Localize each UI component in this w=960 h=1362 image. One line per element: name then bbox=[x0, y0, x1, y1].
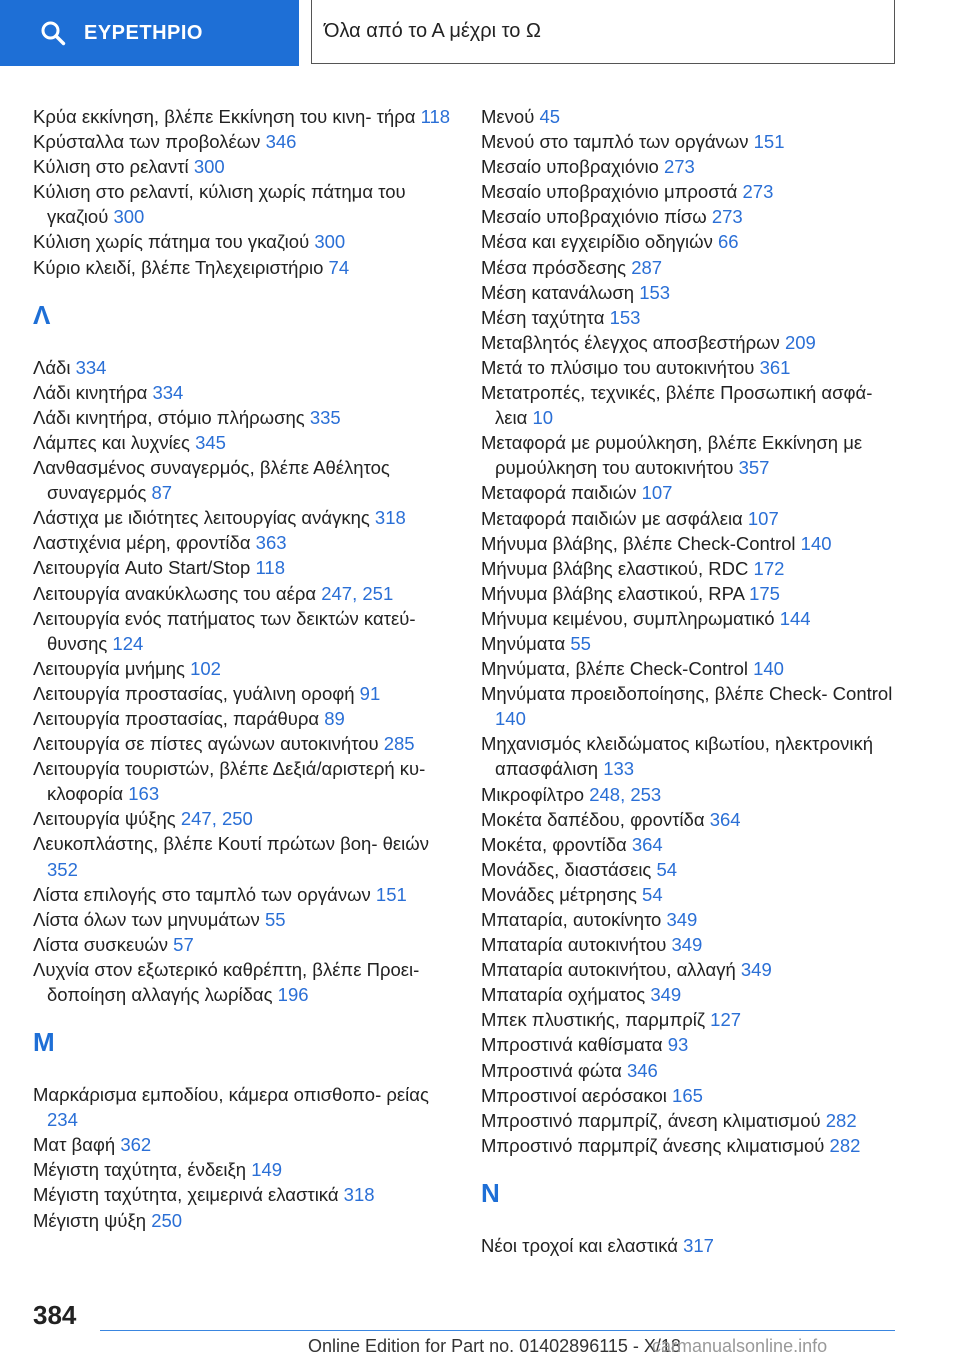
index-tab[interactable] bbox=[0, 0, 299, 66]
index-entry bbox=[481, 1058, 901, 1083]
index-entry-term: Μέσα και εγχειρίδιο οδηγιών bbox=[481, 231, 713, 253]
page-reference-link[interactable]: 300 bbox=[193, 156, 225, 178]
index-entry-term: Μέγιστη ψύξη bbox=[33, 1209, 147, 1231]
index-entry-term: Μπαταρία αυτοκινήτου bbox=[481, 934, 667, 956]
page-reference-link[interactable]: 318 bbox=[374, 507, 406, 529]
index-entry-term: Μέση κατανάλωση bbox=[481, 281, 635, 303]
index-entry-term: Κρύα εκκίνηση, βλέπε Εκκίνηση του κινη- τήρα bbox=[33, 106, 416, 127]
index-entry-term: Μεταφορά παιδιών με ασφάλεια bbox=[481, 507, 743, 529]
page-reference-link[interactable]: 133 bbox=[603, 758, 635, 780]
index-entry bbox=[481, 1032, 901, 1057]
index-entry-term: Ματ βαφή bbox=[33, 1134, 116, 1156]
index-entry-term: Λειτουργία Auto Start/Stop bbox=[33, 557, 251, 579]
index-entry-term: Μεσαίο υποβραχιόνιο μπροστά bbox=[481, 181, 738, 203]
index-entry-term: Λάμπες και λυχνίες bbox=[33, 431, 190, 453]
index-entry-term: Μεσαίο υποβραχιόνιο bbox=[481, 156, 659, 178]
page-reference-link[interactable]: 357 bbox=[738, 457, 770, 479]
index-entry-term: Κύλιση στο ρελαντί, κύλιση χωρίς πάτημα του γκαζιού bbox=[33, 181, 406, 228]
page-reference-link[interactable]: 153 bbox=[609, 306, 641, 328]
page-reference-link[interactable]: 346 bbox=[626, 1059, 658, 1081]
index-entry-term: Μηχανισμός κλειδώματος κιβωτίου, ηλεκτρονική απασφάλιση bbox=[481, 733, 874, 780]
page-reference-link[interactable]: 349 bbox=[666, 909, 698, 930]
index-entry bbox=[481, 179, 901, 204]
index-entry bbox=[33, 957, 453, 1007]
index-entry bbox=[481, 907, 901, 932]
page-reference-link[interactable]: 273 bbox=[711, 206, 743, 228]
page-reference-link[interactable]: 362 bbox=[120, 1134, 152, 1156]
page-reference-link[interactable]: 55 bbox=[264, 908, 286, 930]
index-entry-term: Μηνύματα, βλέπε Check-Control bbox=[481, 658, 748, 680]
page-reference-link[interactable]: 346 bbox=[265, 131, 297, 153]
page-reference-link[interactable]: 282 bbox=[829, 1134, 861, 1156]
index-entry-term: Λάδι κινητήρα, στόμιο πλήρωσης bbox=[33, 406, 305, 428]
page-reference-link[interactable]: 140 bbox=[753, 658, 784, 680]
index-entry bbox=[33, 1208, 453, 1233]
index-entry bbox=[33, 380, 453, 405]
index-entry bbox=[481, 531, 901, 556]
index-entry-term: Νέοι τροχοί και ελαστικά bbox=[481, 1234, 678, 1256]
page-reference-link[interactable]: 361 bbox=[759, 356, 791, 378]
index-entry-term: Μέγιστη ταχύτητα, ένδειξη bbox=[33, 1159, 247, 1181]
index-entry-term: Μπροστινοί αερόσακοι bbox=[481, 1084, 667, 1106]
index-entry bbox=[481, 1083, 901, 1108]
page-reference-link[interactable]: 127 bbox=[710, 1009, 742, 1031]
index-entry bbox=[481, 932, 901, 957]
index-entry-term: Μονάδες, διαστάσεις bbox=[481, 858, 652, 880]
page-reference-link[interactable]: 172 bbox=[753, 557, 785, 579]
index-entry bbox=[33, 229, 453, 254]
index-entry bbox=[33, 706, 453, 731]
index-entry-term: Μεταφορά παιδιών bbox=[481, 482, 637, 504]
index-entry-term: Λάδι bbox=[33, 356, 71, 378]
index-entry bbox=[33, 1157, 453, 1182]
page-reference-link[interactable]: 175 bbox=[749, 582, 780, 604]
index-entry bbox=[481, 857, 901, 882]
page-reference-link[interactable]: 209 bbox=[784, 331, 816, 353]
index-entry bbox=[33, 430, 453, 455]
page-reference-link[interactable]: 140 bbox=[495, 708, 526, 730]
index-entry bbox=[481, 1133, 901, 1158]
index-entry bbox=[33, 1132, 453, 1157]
page-number: 384 bbox=[33, 1300, 77, 1330]
index-entry-term: Μεταφορά με ρυμούλκηση, βλέπε Εκκίνηση με ρυμούλκηση του αυτοκινήτου bbox=[481, 432, 863, 479]
index-entry bbox=[481, 330, 901, 355]
index-entry bbox=[481, 129, 901, 154]
index-entry-term: Λειτουργία ψύξης bbox=[33, 808, 176, 830]
index-entry bbox=[481, 255, 901, 280]
page-reference-link[interactable]: 300 bbox=[314, 231, 346, 253]
index-entry-term: Μηνύματα bbox=[481, 632, 566, 654]
page-reference-link[interactable]: 10 bbox=[532, 407, 554, 429]
page-reference-link[interactable]: 163 bbox=[128, 783, 160, 805]
index-entry-term: Λυχνία στον εξωτερικό καθρέπτη, βλέπε Προει- δοποίηση αλλαγής λωρίδας bbox=[33, 958, 420, 1005]
index-entry bbox=[481, 430, 901, 480]
index-entry-term: Μαρκάρισμα εμποδίου, κάμερα οπισθοπο- ρείας bbox=[33, 1084, 429, 1106]
index-entry-term: Λίστα επιλογής στο ταμπλό των οργάνων bbox=[33, 883, 371, 905]
page-reference-link[interactable]: 91 bbox=[359, 682, 381, 704]
index-entry-term: Μοκέτα δαπέδου, φροντίδα bbox=[481, 808, 705, 830]
page-reference-link[interactable]: 118 bbox=[255, 557, 285, 579]
index-entry-term: Μοκέτα, φροντίδα bbox=[481, 833, 627, 855]
index-entry-term: Κύλιση στο ρελαντί bbox=[33, 156, 189, 178]
section-letter: Μ bbox=[33, 1027, 55, 1058]
index-entry bbox=[481, 832, 901, 857]
page-reference-link[interactable]: 352 bbox=[47, 858, 78, 880]
index-entry bbox=[481, 280, 901, 305]
index-entry-term: Μονάδες μέτρησης bbox=[481, 883, 637, 905]
index-entry bbox=[481, 782, 901, 807]
footer-divider bbox=[100, 1330, 895, 1331]
index-entry bbox=[33, 656, 453, 681]
index-entry-term: Λειτουργία τουριστών, βλέπε Δεξιά/αριστερή κυ- κλοφορία bbox=[33, 758, 426, 805]
page-reference-link[interactable]: 363 bbox=[255, 532, 287, 554]
page-reference-link[interactable]: 345 bbox=[195, 431, 226, 453]
page-reference-link[interactable]: 349 bbox=[671, 934, 703, 956]
index-entry bbox=[481, 355, 901, 380]
index-entry-term: Μήνυμα βλάβης ελαστικού, RPA bbox=[481, 582, 744, 604]
page-reference-link[interactable]: 124 bbox=[112, 632, 144, 654]
index-entry bbox=[481, 1233, 901, 1258]
index-entry-term: Λίστα όλων των μηνυμάτων bbox=[33, 908, 260, 930]
page-reference-link[interactable]: 153 bbox=[639, 281, 671, 303]
index-entry bbox=[481, 656, 901, 681]
index-entry-term: Μπροστινό παρμπρίζ άνεσης κλιματισμού bbox=[481, 1134, 825, 1156]
index-entry bbox=[481, 731, 901, 781]
index-entry-term: Κρύσταλλα των προβολέων bbox=[33, 131, 261, 153]
page-reference-link[interactable]: 151 bbox=[753, 131, 785, 153]
index-tab-label: ΕΥΡΕΤΗΡΙΟ bbox=[84, 21, 203, 44]
page-reference-link[interactable]: 165 bbox=[672, 1084, 703, 1106]
page-reference-link[interactable]: 300 bbox=[113, 206, 145, 228]
page-reference-link[interactable]: 334 bbox=[152, 381, 184, 403]
page-reference-link[interactable]: 349 bbox=[740, 959, 772, 981]
index-entry bbox=[481, 631, 901, 656]
index-entry bbox=[481, 581, 901, 606]
page-reference-link[interactable]: 273 bbox=[663, 156, 695, 178]
page-reference-link[interactable]: 250 bbox=[151, 1209, 183, 1231]
page-reference-link[interactable]: 118 bbox=[420, 106, 451, 127]
page-reference-link[interactable]: 287 bbox=[631, 256, 663, 278]
index-entry bbox=[481, 957, 901, 982]
page-reference-link[interactable]: 74 bbox=[328, 256, 350, 278]
index-entry-term: Μεσαίο υποβραχιόνιο πίσω bbox=[481, 206, 707, 228]
index-entry-term: Λειτουργία ενός πατήματος των δεικτών κατεύ- θυνσης bbox=[33, 607, 416, 654]
index-entry-term: Μενού bbox=[481, 106, 535, 127]
index-entry-term: Μπαταρία, αυτοκίνητο bbox=[481, 909, 662, 930]
index-entry bbox=[33, 405, 453, 430]
index-entry bbox=[33, 681, 453, 706]
index-entry bbox=[481, 229, 901, 254]
watermark: carmanualsonline.info bbox=[652, 1336, 828, 1356]
index-entry bbox=[33, 1082, 453, 1132]
index-entry-term: Μέση ταχύτητα bbox=[481, 306, 605, 328]
index-entry bbox=[33, 932, 453, 957]
index-entry bbox=[481, 556, 901, 581]
index-entry bbox=[33, 455, 453, 505]
page-reference-link[interactable]: 234 bbox=[47, 1109, 78, 1131]
index-entry-term: Κύλιση χωρίς πάτημα του γκαζιού bbox=[33, 231, 310, 253]
page-reference-link[interactable]: 45 bbox=[539, 106, 561, 127]
page-reference-link[interactable]: 66 bbox=[718, 231, 739, 253]
index-entry bbox=[481, 305, 901, 330]
index-entry-term: Λειτουργία προστασίας, γυάλινη οροφή bbox=[33, 682, 355, 704]
index-column-left bbox=[33, 104, 453, 1233]
index-entry bbox=[33, 355, 453, 380]
page-reference-link[interactable]: 87 bbox=[151, 482, 173, 504]
page-reference-link[interactable]: 247, 251 bbox=[321, 582, 394, 604]
index-entry-term: Μήνυμα βλάβης ελαστικού, RDC bbox=[481, 557, 749, 579]
page-title: Όλα από το Α μέχρι το Ω bbox=[311, 0, 895, 64]
index-entry-term: Μικροφίλτρο bbox=[481, 783, 585, 805]
index-entry bbox=[481, 807, 901, 832]
page-reference-link[interactable]: 317 bbox=[683, 1234, 714, 1256]
index-entry bbox=[33, 831, 453, 881]
page-reference-link[interactable]: 93 bbox=[667, 1034, 689, 1056]
page-reference-link[interactable]: 55 bbox=[570, 632, 591, 654]
index-entry bbox=[481, 104, 901, 129]
index-entry bbox=[481, 480, 901, 505]
index-entry-term: Μετά το πλύσιμο του αυτοκινήτου bbox=[481, 356, 755, 378]
index-entry-term: Λανθασμένος συναγερμός, βλέπε Αθέλητος συναγερμός bbox=[33, 457, 390, 504]
index-entry bbox=[33, 882, 453, 907]
index-entry-term: Λαστιχένια μέρη, φροντίδα bbox=[33, 532, 251, 554]
page-reference-link[interactable]: 335 bbox=[309, 406, 341, 428]
index-entry-term: Μπροστινά καθίσματα bbox=[481, 1034, 663, 1056]
page-reference-link[interactable]: 334 bbox=[75, 356, 107, 378]
index-entry bbox=[33, 555, 453, 580]
page-reference-link[interactable]: 107 bbox=[747, 507, 779, 529]
index-entry bbox=[481, 506, 901, 531]
index-entry-term: Μετατροπές, τεχνικές, βλέπε Προσωπική ασφά- λεια bbox=[481, 382, 873, 429]
page-reference-link[interactable]: 89 bbox=[324, 707, 345, 729]
index-entry bbox=[33, 505, 453, 530]
index-column-right bbox=[481, 104, 901, 1258]
page-reference-link[interactable]: 140 bbox=[800, 532, 832, 554]
index-entry-term: Λάστιχα με ιδιότητες λειτουργίας ανάγκης bbox=[33, 507, 370, 529]
page-reference-link[interactable]: 273 bbox=[742, 181, 774, 203]
page-reference-link[interactable]: 107 bbox=[641, 482, 673, 504]
index-entry-term: Μενού στο ταμπλό των οργάνων bbox=[481, 131, 749, 153]
index-entry-term: Μέγιστη ταχύτητα, χειμερινά ελαστικά bbox=[33, 1184, 339, 1206]
index-entry bbox=[481, 1108, 901, 1133]
page-reference-link[interactable]: 144 bbox=[779, 607, 811, 629]
index-entry-term: Λειτουργία ανακύκλωσης του αέρα bbox=[33, 582, 317, 604]
page-reference-link[interactable]: 54 bbox=[656, 858, 678, 880]
section-letter: Λ bbox=[33, 299, 51, 330]
index-entry-term: Μήνυμα βλάβης, βλέπε Check-Control bbox=[481, 532, 796, 554]
index-entry-term: Λειτουργία σε πίστες αγώνων αυτοκινήτου bbox=[33, 733, 379, 755]
page-reference-link[interactable]: 248, 253 bbox=[589, 783, 662, 805]
index-entry-term: Μπροστινά φώτα bbox=[481, 1059, 622, 1081]
index-entry-term: Μπεκ πλυστικής, παρμπρίζ bbox=[481, 1009, 706, 1031]
section-letter: Ν bbox=[481, 1177, 500, 1208]
index-entry bbox=[33, 1182, 453, 1207]
index-entry-term: Μεταβλητός έλεγχος αποσβεστήρων bbox=[481, 331, 780, 353]
index-entry bbox=[481, 681, 901, 731]
page-reference-link[interactable]: 151 bbox=[375, 883, 407, 905]
index-entry bbox=[33, 581, 453, 606]
index-entry-term: Μέσα πρόσδεσης bbox=[481, 256, 627, 278]
index-entry-term: Μπροστινό παρμπρίζ, άνεση κλιματισμού bbox=[481, 1109, 821, 1131]
index-entry-term: Λευκοπλάστης, βλέπε Κουτί πρώτων βοη- θειών bbox=[33, 833, 429, 855]
index-entry-term: Λάδι κινητήρα bbox=[33, 381, 148, 403]
index-entry-term: Μπαταρία αυτοκινήτου, αλλαγή bbox=[481, 959, 736, 981]
index-entry bbox=[33, 907, 453, 932]
index-entry bbox=[481, 204, 901, 229]
index-entry bbox=[33, 179, 453, 229]
index-entry-term: Μήνυμα κειμένου, συμπληρωματικό bbox=[481, 607, 775, 629]
index-entry-term: Λειτουργία προστασίας, παράθυρα bbox=[33, 707, 320, 729]
page-reference-link[interactable]: 318 bbox=[343, 1184, 375, 1206]
page-reference-link[interactable]: 57 bbox=[173, 933, 194, 955]
index-entry bbox=[33, 530, 453, 555]
index-entry bbox=[33, 731, 453, 756]
page-reference-link[interactable]: 196 bbox=[277, 984, 309, 1005]
index-entry bbox=[481, 606, 901, 631]
search-icon bbox=[40, 20, 66, 46]
page-reference-link[interactable]: 364 bbox=[631, 833, 663, 855]
index-entry bbox=[33, 104, 453, 129]
index-entry bbox=[481, 882, 901, 907]
index-entry bbox=[33, 255, 453, 280]
index-entry bbox=[33, 806, 453, 831]
page-reference-link[interactable]: 54 bbox=[642, 883, 663, 905]
index-entry bbox=[481, 154, 901, 179]
page-reference-link[interactable]: 102 bbox=[190, 657, 221, 679]
page-reference-link[interactable]: 349 bbox=[650, 984, 682, 1006]
page-reference-link[interactable]: 282 bbox=[825, 1109, 857, 1131]
index-entry bbox=[33, 129, 453, 154]
index-entry bbox=[481, 380, 901, 430]
page-reference-link[interactable]: 149 bbox=[251, 1159, 283, 1181]
page-reference-link[interactable]: 285 bbox=[383, 733, 415, 755]
index-entry bbox=[33, 606, 453, 656]
index-entry-term: Λίστα συσκευών bbox=[33, 933, 169, 955]
index-entry-term: Μηνύματα προειδοποίησης, βλέπε Check- Control bbox=[481, 683, 893, 705]
index-entry bbox=[481, 982, 901, 1007]
index-entry bbox=[33, 154, 453, 179]
index-entry bbox=[481, 1007, 901, 1032]
page-reference-link[interactable]: 364 bbox=[709, 808, 741, 830]
index-entry-term: Λειτουργία μνήμης bbox=[33, 657, 185, 679]
edition-note: Online Edition for Part no. 01402896115 - X/18 bbox=[308, 1336, 681, 1356]
index-entry bbox=[33, 756, 453, 806]
index-entry-term: Κύριο κλειδί, βλέπε Τηλεχειριστήριο bbox=[33, 256, 324, 278]
page-reference-link[interactable]: 247, 250 bbox=[180, 808, 253, 830]
index-entry-term: Μπαταρία οχήματος bbox=[481, 984, 646, 1006]
